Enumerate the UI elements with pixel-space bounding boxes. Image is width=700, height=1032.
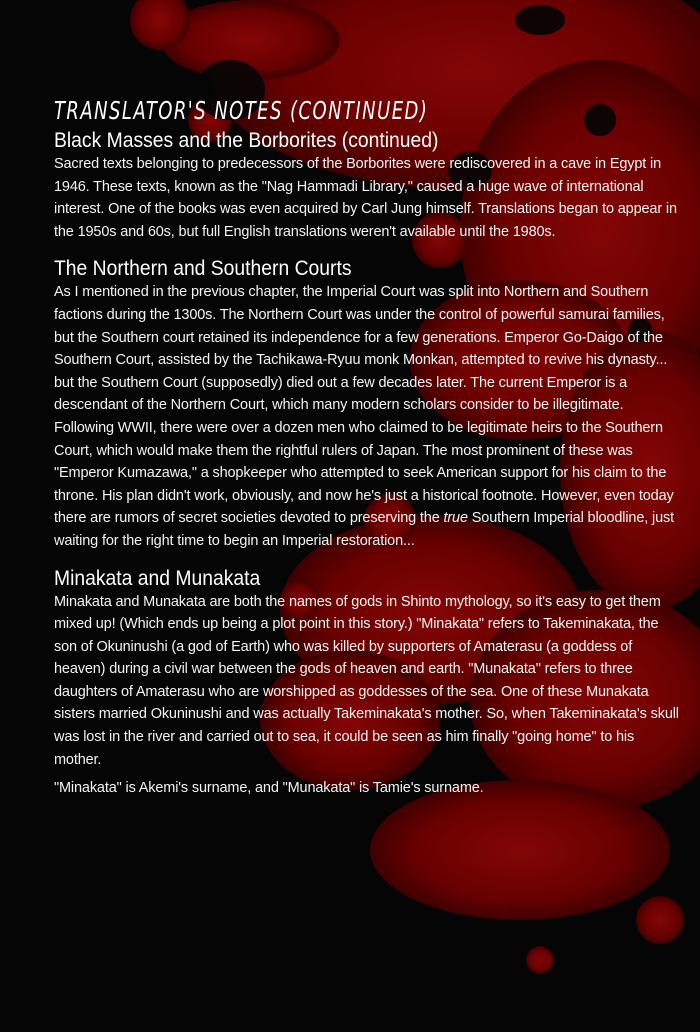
emphasis-text: true <box>443 510 468 527</box>
surname-note: "Minakata" is Akemi's surname, and "Munakata" is Tamie's surname. <box>54 780 484 797</box>
paragraph-text: Southern Imperial bloodline, just waiting for the right time to begin an Imperial restoration... <box>54 510 674 549</box>
translator-notes <box>54 96 684 800</box>
page-title: TRANSLATOR'S NOTES (CONTINUED) <box>54 96 429 125</box>
section-paragraph: Sacred texts belonging to predecessors of the Borborites were rediscovered in a cave in Egypt in 1946. These texts, known as the "Nag Hammadi Library," caused a huge wave of international interest. One of the books was even acquired by Carl Jung himself. Translations began to appear in the 1950s and 60s, but full English translations weren't available until the 1980s. <box>54 156 677 240</box>
section-heading: Minakata and Munakata <box>54 566 261 590</box>
section-paragraph <box>54 281 684 552</box>
section-northern-southern-courts <box>54 257 684 552</box>
paragraph-text: As I mentioned in the previous chapter, the Imperial Court was split into Northern and Southern factions during the 1300s. The Northern Court was under the control of powerful samurai families, but the Southern court retained its independence for a few generations. Emperor Go-Daigo of the Southern Court, assisted by the Tachikawa-Ryuu monk Monkan, attempted to revive his dynasty... but the Southern Court (supposedly) died out a few decades later. The current Emperor is a descendant of the Northern Court, which many modern scholars consider to be illegitimate. Following WWII, there were over a dozen men who claimed to be legitimate heirs to the Southern Court, which would make them the rightful rulers of Japan. The most prominent of these was "Emperor Kumazawa," a shopkeeper who attempted to seek American support for his claim to the throne. His plan didn't work, obviously, and now he's just a historical footnote. However, even today there are rumors of secret societies devoted to preserving the <box>54 284 674 527</box>
section-heading: Black Masses and the Borborites (continued) <box>54 129 439 152</box>
section-black-masses <box>54 129 684 243</box>
section-heading: The Northern and Southern Courts <box>54 257 352 281</box>
section-paragraph: Minakata and Munakata are both the names of gods in Shinto mythology, so it's easy to get them mixed up! (Which ends up being a plot point in this story.) "Minakata" refers to Takeminakata, the son of Okuninushi (a god of Earth) who was killed by supporters of Amaterasu (a goddess of heaven) during a civil war between the gods of heaven and earth. "Munakata" refers to three daughters of Amaterasu who are worshipped as goddesses of the sea. One of these Munakata sisters married Okuninushi and was actually Takeminakata's mother. So, when Takeminakata's skull was lost in the river and carried out to sea, it could be seen as him finally "going home" to his mother. <box>54 593 679 768</box>
section-minakata-munakata <box>54 567 684 800</box>
